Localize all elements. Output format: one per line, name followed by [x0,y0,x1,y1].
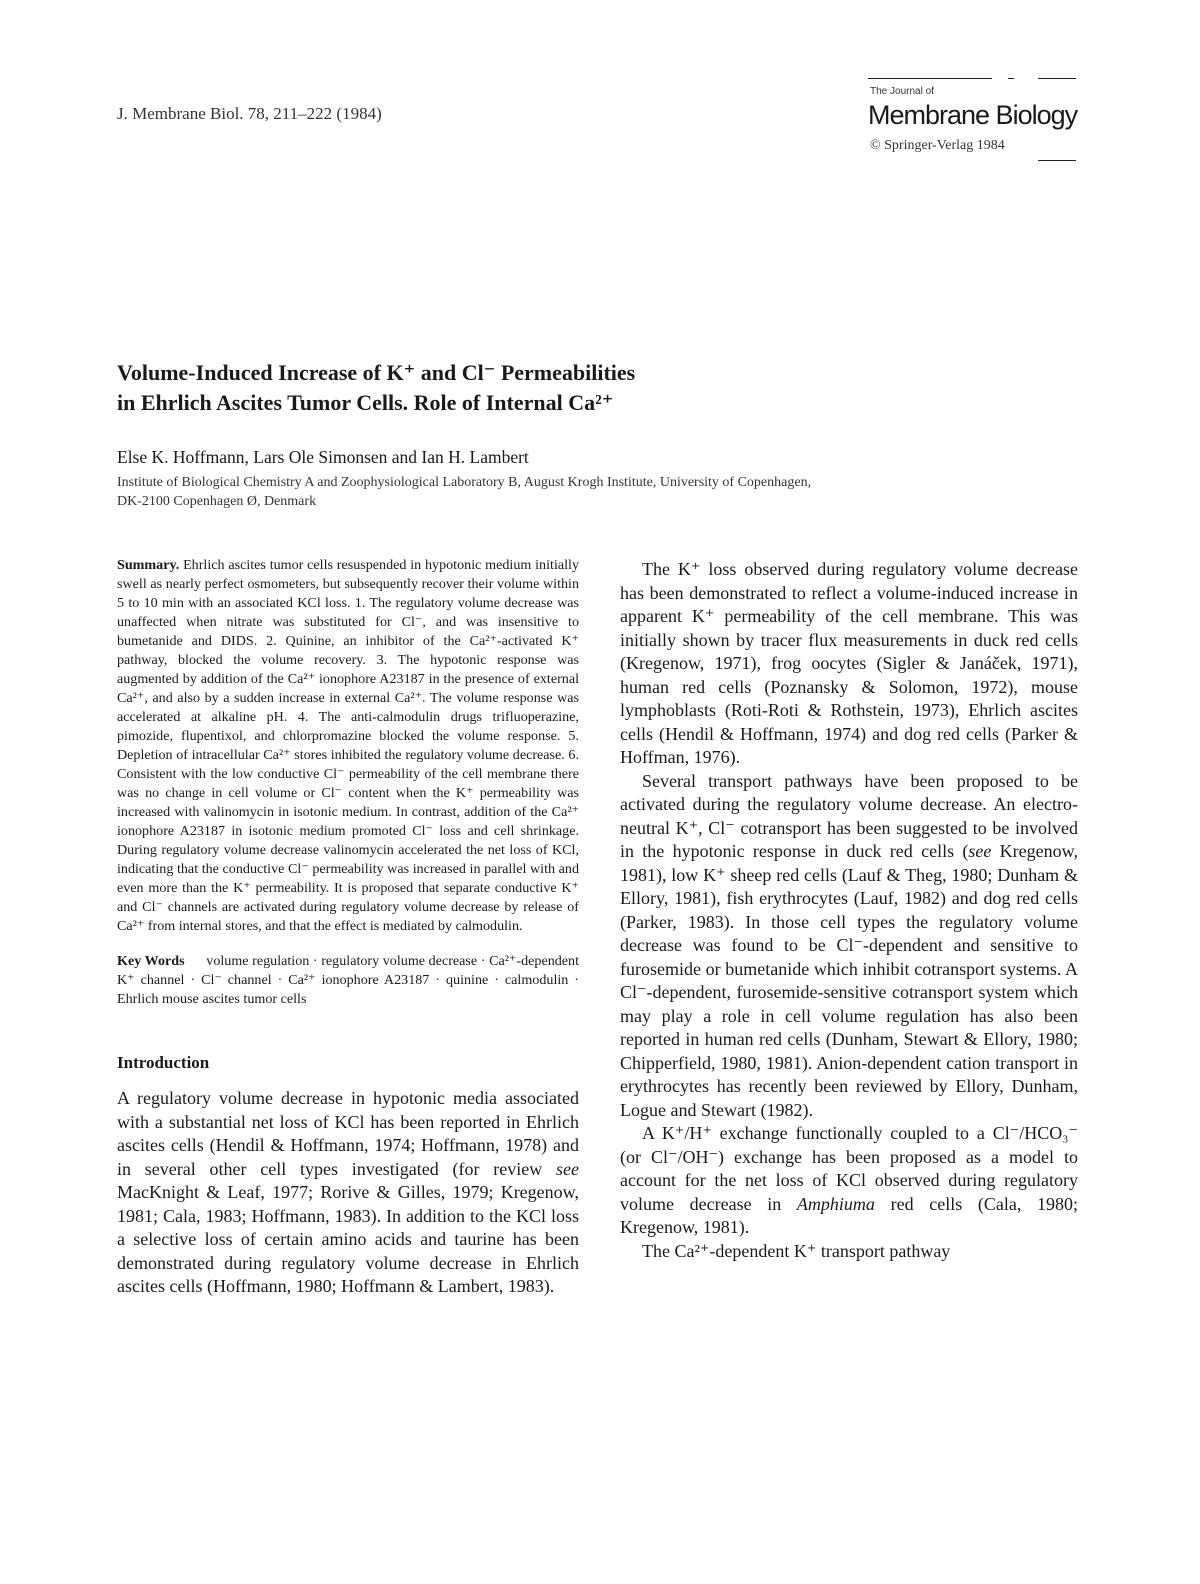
abstract [117,556,579,936]
affiliation-line-2: DK-2100 Copenhagen Ø, Denmark [117,494,317,509]
left-column [117,556,579,1299]
title-line-1: Volume-Induced Increase of K⁺ and Cl⁻ Permeabilities [117,360,636,385]
intro-paragraph-5: The Ca²⁺-dependent K⁺ transport pathway [642,1240,951,1261]
intro-p1-see: see [556,1158,579,1179]
intro-p3-text-a: Several transport pathways have been proposed to be activated during the regulatory volume decrease. An electro-neutral K⁺, Cl⁻ cotransport has been suggested to be involved in the hypotonic response in duck red cells ( [620,770,1078,861]
abstract-text: Ehrlich ascites tumor cells resuspended in hypotonic medium initially swell as nearly perfect osmometers, but subsequently recover their volume within 5 to 10 min with an associated KCl loss. 1. The regulatory volume decrease was unaffected when nitrate was substituted for Cl⁻, and was insensitive to bumetanide and DIDS. 2. Quinine, an inhibitor of the Ca²⁺-activated K⁺ pathway, blocked the volume recovery. 3. The hypotonic response was augmented by addition of the Ca²⁺ ionophore A23187 in the presence of external Ca²⁺, and also by a sudden increase in external Ca²⁺. The volume response was accelerated at alkaline pH. 4. The anti-calmodulin drugs trifluoperazine, pimozide, flupentixol, and chlorpromazine blocked the volume response. 5. Depletion of intracellular Ca²⁺ stores inhibited the regulatory volume decrease. 6. Consistent with the low conductive Cl⁻ permeability of the cell membrane there was no change in cell volume or Cl⁻ content when the K⁺ permeability was increased with valinomycin in isotonic medium. In contrast, addition of the Ca²⁺ ionophore A23187 in isotonic medium promoted Cl⁻ loss and cell shrinkage. During regulatory volume decrease valinomycin accelerated the net loss of KCl, indicating that the conductive Cl⁻ permeability was increased in parallel with and even more than the K⁺ permeability. It is proposed that separate conductive K⁺ and Cl⁻ channels are activated during regulatory volume decrease by release of Ca²⁺ from internal stores, and that the effect is mediated by calmodulin. [117,557,579,934]
article-title [117,358,1097,418]
intro-paragraph-3 [620,770,1078,1123]
intro-p3-text-b: Kregenow, 1981), low K⁺ sheep red cells (Lauf & Theg, 1980; Dunham & Ellory, 1981), fish erythrocytes (Lauf, 1982) and dog red cells (Parker, 1983). In those cell types the regulatory volume decrease was found to be Cl⁻-dependent and sensitive to furosemide or bumetanide which inhibit cotransport systems. A Cl⁻-dependent, furosemide-sensitive cotransport system which may play a role in cell volume regulation has also been reported in human red cells (Dunham, Stewart & Ellory, 1980; Chipperfield, 1980, 1981). Anion-dependent cation transport in erythrocytes has recently been reviewed by Ellory, Dunham, Logue and Stewart (1982). [620,841,1078,1120]
journal-rule-top-mid [1008,78,1014,79]
keywords-text: volume regulation · regulatory volume decrease · Ca²⁺-dependent K⁺ channel · Cl⁻ channel · Ca²⁺ ionophore A23187 · quinine · calmodulin · Ehrlich mouse ascites tumor cells [117,953,580,1007]
journal-the-label: The Journal of [870,86,934,97]
intro-p1-text-b: MacKnight & Leaf, 1977; Rorive & Gilles, 1979; Kregenow, 1981; Cala, 1983; Hoffmann, 1983). In addition to the KCl loss a selective loss of certain amino acids and taurine has been demonstrated during regulatory volume decrease in Ehrlich ascites cells (Hoffmann, 1980; Hoffmann & Lambert, 1983). [117,1182,579,1296]
affiliation-line-1: Institute of Biological Chemistry A and Zoophysiological Laboratory B, August Krogh Institute, University of Copenhagen, [117,475,812,490]
intro-p4-amphiuma: Amphiuma [796,1193,875,1214]
intro-paragraph-1 [117,1087,579,1299]
keywords-label: Key Words [117,953,185,969]
journal-copyright: © Springer-Verlag 1984 [870,138,1005,153]
article-authors: Else K. Hoffmann, Lars Ole Simonsen and Ian H. Lambert [117,447,529,467]
keywords [117,952,579,1009]
article-affiliation [117,473,1077,511]
intro-p4-text-b: red cells (Cala, 1980; Kregenow, 1981). [620,1193,1079,1237]
intro-p4-text-a: A K⁺/H⁺ exchange functionally coupled to a Cl⁻/HCO₃⁻ (or Cl⁻/OH⁻) exchange has been proposed as a model to account for the net loss of KCl observed during regulatory volume decrease in [620,1123,1078,1214]
right-column [620,558,1078,1263]
intro-p1-text-a: A regulatory volume decrease in hypotonic media associated with a substantial net loss of KCl has been reported in Ehrlich ascites cells (Hendil & Hoffmann, 1974; Hoffmann, 1978) and in several other cell types investigated (for review [117,1088,579,1179]
journal-logo-block [868,74,1076,164]
intro-p3-see: see [968,841,992,861]
journal-rule-top-right [1038,78,1076,79]
intro-paragraph-4 [620,1122,1078,1240]
journal-citation: J. Membrane Biol. 78, 211–222 (1984) [117,104,382,123]
introduction-heading: Introduction [117,1053,210,1072]
journal-rule-bottom [1038,160,1076,161]
journal-name: Membrane Biology [868,100,1078,130]
journal-rule-top-left [868,78,992,79]
intro-paragraph-2: The K⁺ loss observed during regulatory volume decrease has been demonstrated to reflect a volume-induced increase in apparent K⁺ permeability of the cell membrane. This was initially shown by tracer flux measurements in duck red cells (Kregenow, 1971), frog oocytes (Sigler & Janáček, 1971), human red cells (Poznansky & Solomon, 1972), mouse lymphoblasts (Roti-Roti & Rothstein, 1973), Ehrlich ascites cells (Hendil & Hoffmann, 1974) and dog red cells (Parker & Hoffman, 1976). [620,559,1078,767]
abstract-label: Summary. [117,557,180,573]
title-line-2: in Ehrlich Ascites Tumor Cells. Role of Internal Ca²⁺ [117,390,614,415]
